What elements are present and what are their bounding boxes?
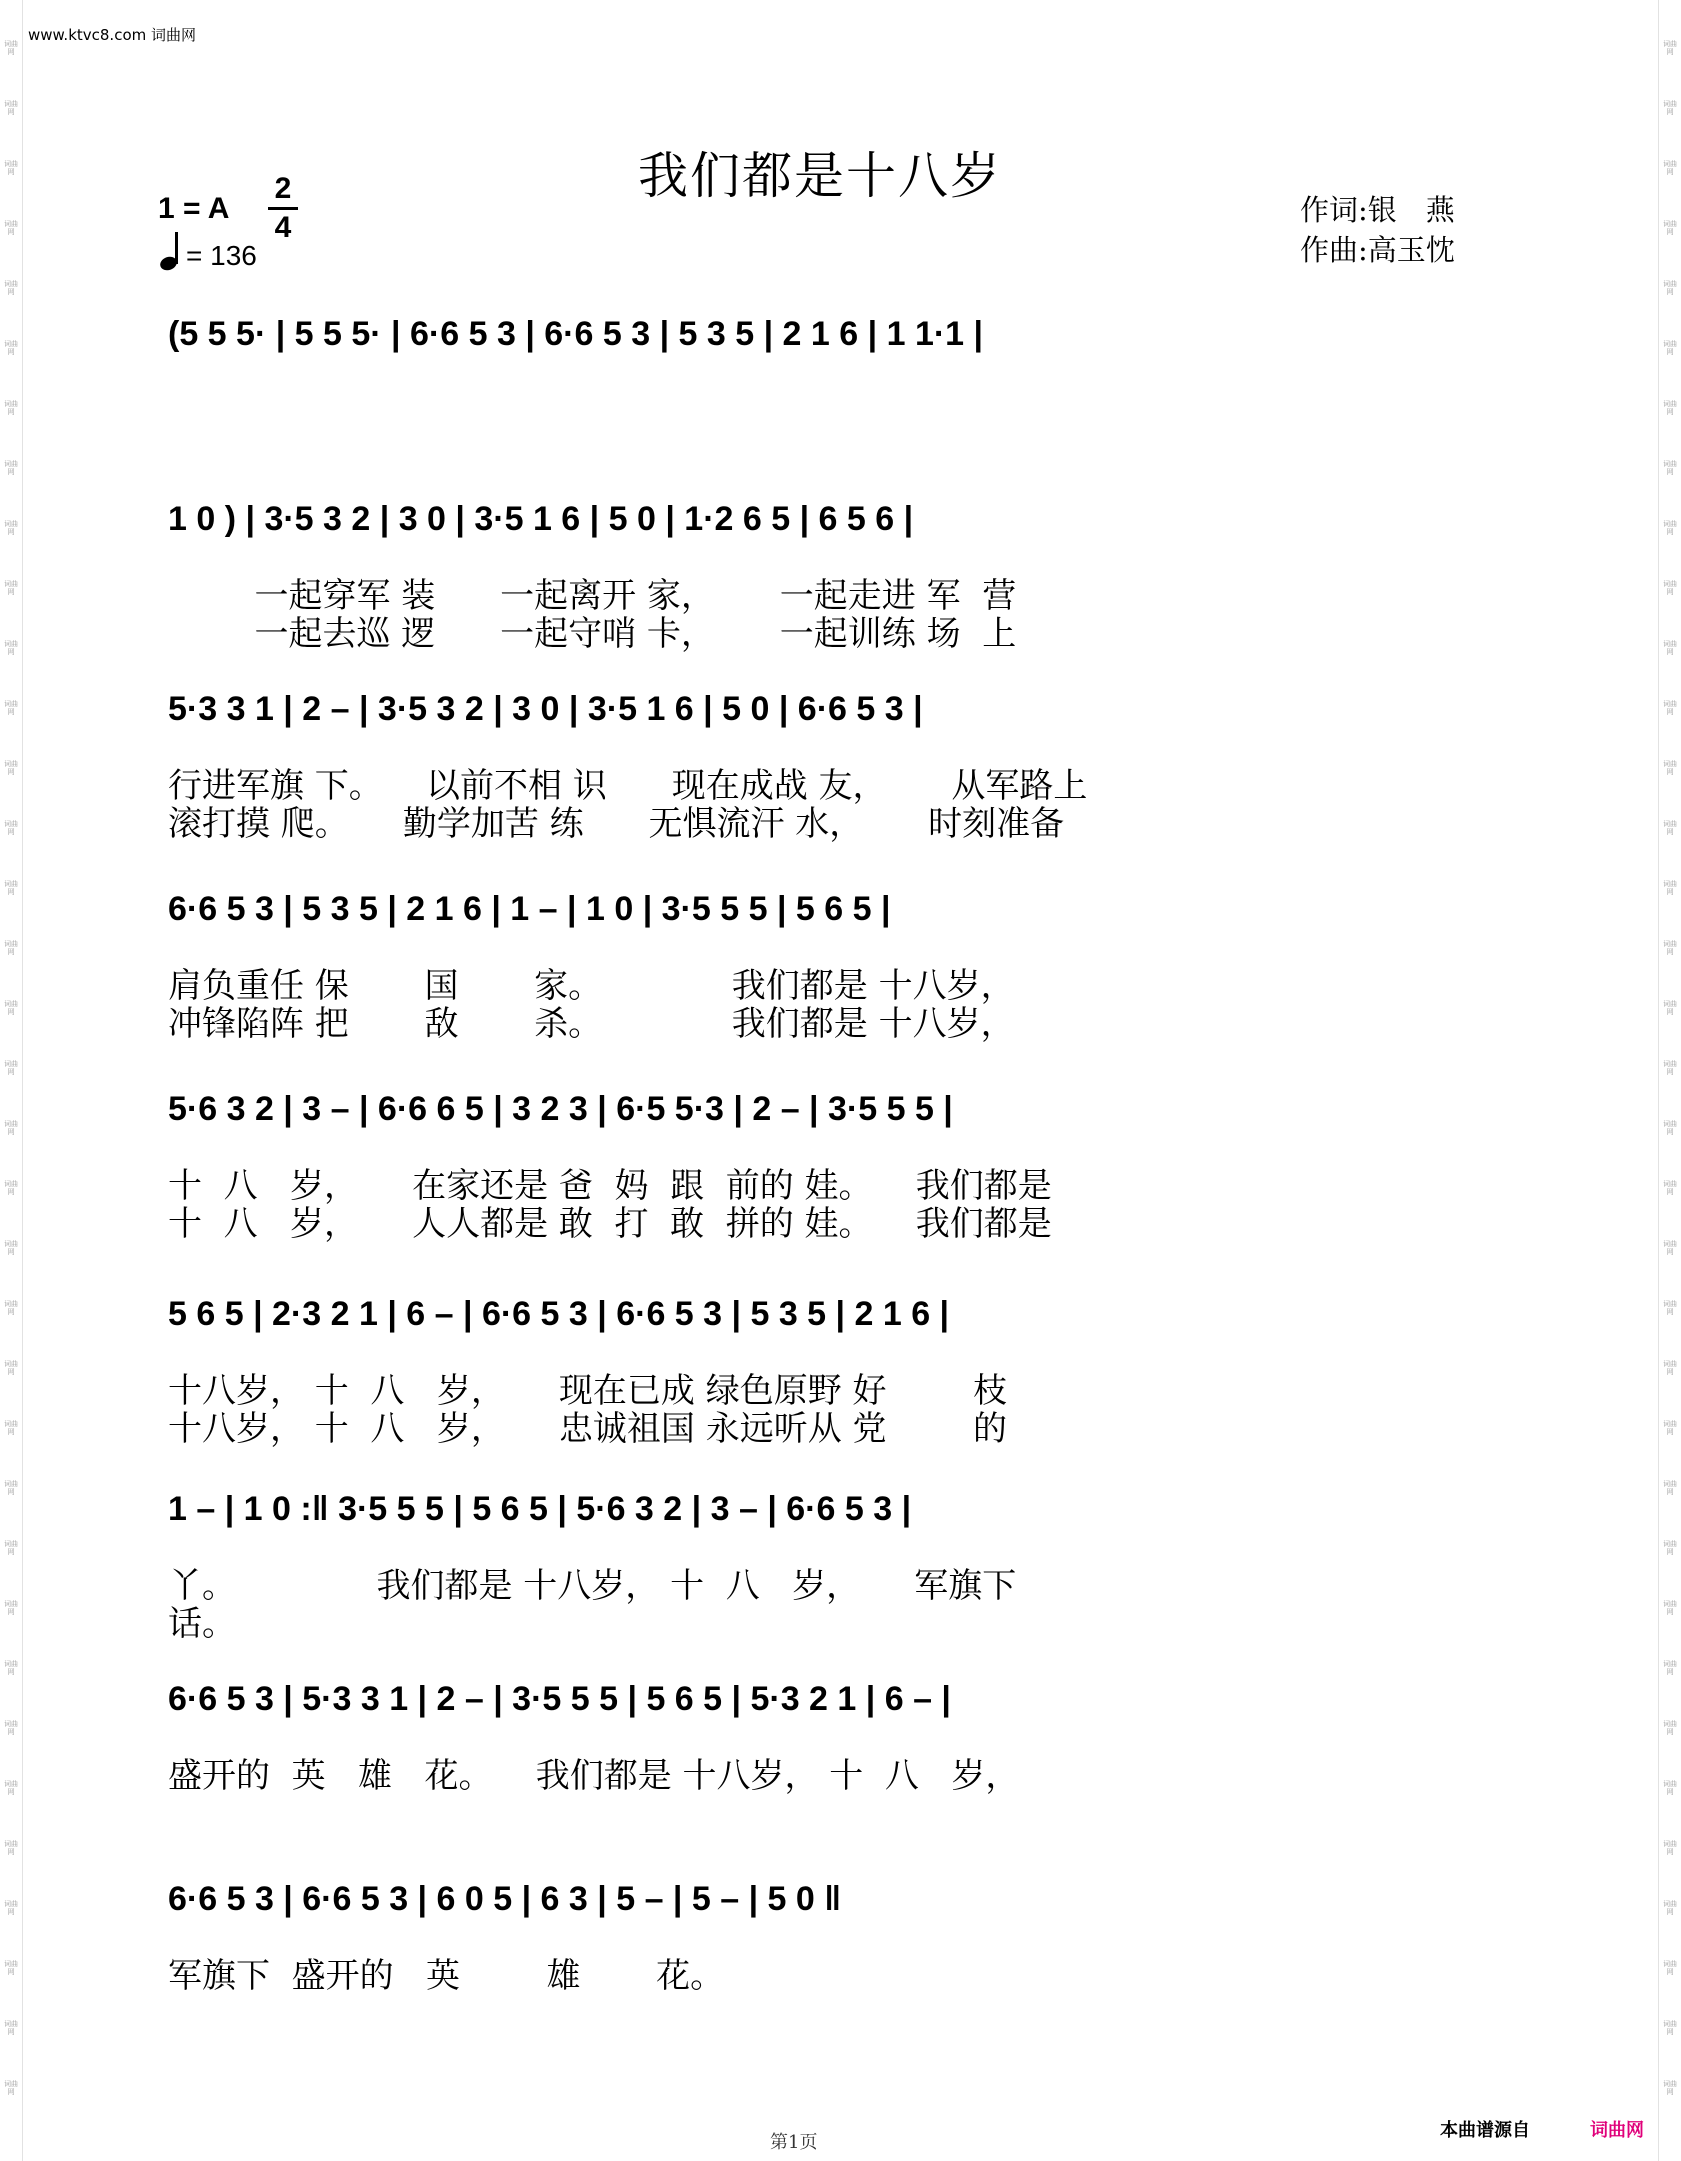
lyric-line-verse-2: 滚打摸 爬。 勤学加苦 练 无惧流汗 水， 时刻准备 — [168, 804, 1065, 844]
side-watermark-text: 词曲网 — [1663, 1240, 1677, 1256]
side-watermark-text: 词曲网 — [1663, 460, 1677, 476]
side-watermark-text: 词曲网 — [4, 940, 18, 956]
song-title: 我们都是十八岁 — [638, 147, 1002, 205]
side-watermark-text: 词曲网 — [4, 460, 18, 476]
side-watermark-text: 词曲网 — [1663, 1960, 1677, 1976]
lyric-line-verse-1: 肩负重任 保 国 家。 我们都是 十八岁， — [168, 966, 1015, 1006]
side-watermark-text: 词曲网 — [1663, 1900, 1677, 1916]
lyric-line-verse-2: 话。 — [168, 1604, 236, 1644]
side-watermark-text: 词曲网 — [4, 1420, 18, 1436]
side-watermark-text: 词曲网 — [1663, 220, 1677, 236]
side-watermark-text: 词曲网 — [4, 1180, 18, 1196]
side-watermark-text: 词曲网 — [1663, 1300, 1677, 1316]
right-watermark-strip — [1658, 0, 1681, 2161]
side-watermark-text: 词曲网 — [4, 1300, 18, 1316]
key-signature: 1 = A — [158, 192, 230, 225]
left-watermark-strip — [0, 0, 23, 2161]
side-watermark-text: 词曲网 — [1663, 820, 1677, 836]
side-watermark-text: 词曲网 — [1663, 2080, 1677, 2096]
lyric-line-verse-2: 十 八 岁， 人人都是 敢 打 敢 拼的 娃。 我们都是 — [168, 1204, 1052, 1244]
notation-line: 5·3 3 1 | 2 – | 3·5 3 2 | 3 0 | 3·5 1 6 | 5 0 | 6·6 5 3 | — [168, 690, 923, 728]
side-watermark-text: 词曲网 — [4, 580, 18, 596]
site-url-header: www.ktvc8.com 词曲网 — [28, 26, 197, 44]
notation-line: (5 5 5· | 5 5 5· | 6·6 5 3 | 6·6 5 3 | 5 3 5 | 2 1 6 | 1 1·1 | — [168, 315, 984, 353]
side-watermark-text: 词曲网 — [1663, 1660, 1677, 1676]
side-watermark-text: 词曲网 — [4, 1000, 18, 1016]
side-watermark-text: 词曲网 — [1663, 1540, 1677, 1556]
notation-line: 1 0 ) | 3·5 3 2 | 3 0 | 3·5 1 6 | 5 0 | 1·2 6 5 | 6 5 6 | — [168, 500, 914, 538]
lyric-line-verse-1: 盛开的 英 雄 花。 我们都是 十八岁， 十 八 岁， — [168, 1756, 1020, 1796]
tempo-value: = 136 — [186, 240, 257, 271]
side-watermark-text: 词曲网 — [1663, 520, 1677, 536]
side-watermark-text: 词曲网 — [1663, 1420, 1677, 1436]
side-watermark-text: 词曲网 — [1663, 1120, 1677, 1136]
lyric-line-verse-1: 十八岁， 十 八 岁， 现在已成 绿色原野 好 枝 — [168, 1371, 1007, 1411]
page-number: 第1页 — [770, 2132, 818, 2153]
notation-line: 5 6 5 | 2·3 2 1 | 6 – | 6·6 5 3 | 6·6 5 3 | 5 3 5 | 2 1 6 | — [168, 1295, 950, 1333]
side-watermark-text: 词曲网 — [4, 700, 18, 716]
side-watermark-text: 词曲网 — [1663, 280, 1677, 296]
side-watermark-text: 词曲网 — [4, 1480, 18, 1496]
lyric-line-verse-2: 十八岁， 十 八 岁， 忠诚祖国 永远听从 党 的 — [168, 1409, 1007, 1449]
side-watermark-text: 词曲网 — [1663, 1600, 1677, 1616]
side-watermark-text: 词曲网 — [1663, 400, 1677, 416]
side-watermark-text: 词曲网 — [4, 520, 18, 536]
side-watermark-text: 词曲网 — [4, 280, 18, 296]
credits — [1300, 190, 1455, 270]
side-watermark-text: 词曲网 — [4, 40, 18, 56]
side-watermark-text: 词曲网 — [4, 1060, 18, 1076]
side-watermark-text: 词曲网 — [4, 820, 18, 836]
side-watermark-text: 词曲网 — [4, 1120, 18, 1136]
side-watermark-text: 词曲网 — [4, 1720, 18, 1736]
tempo-marking — [160, 232, 257, 272]
side-watermark-text: 词曲网 — [4, 2020, 18, 2036]
side-watermark-text: 词曲网 — [1663, 700, 1677, 716]
side-watermark-text: 词曲网 — [1663, 1480, 1677, 1496]
side-watermark-text: 词曲网 — [1663, 160, 1677, 176]
lyric-line-verse-1: 一起穿军 装 一起离开 家， 一起走进 军 营 — [168, 576, 1017, 616]
lyricist-credit: 作词:银 燕 — [1300, 193, 1455, 227]
side-watermark-text: 词曲网 — [4, 160, 18, 176]
side-watermark-text: 词曲网 — [4, 220, 18, 236]
notation-line: 6·6 5 3 | 5·3 3 1 | 2 – | 3·5 5 5 | 5 6 5 | 5·3 2 1 | 6 – | — [168, 1680, 951, 1718]
side-watermark-text: 词曲网 — [1663, 880, 1677, 896]
side-watermark-text: 词曲网 — [1663, 340, 1677, 356]
side-watermark-text: 词曲网 — [4, 2080, 18, 2096]
side-watermark-text: 词曲网 — [4, 100, 18, 116]
notation-line: 6·6 5 3 | 6·6 5 3 | 6 0 5 | 6 3 | 5 – | 5 – | 5 0 ‖ — [168, 1880, 842, 1918]
side-watermark-text: 词曲网 — [4, 1360, 18, 1376]
side-watermark-text: 词曲网 — [4, 1960, 18, 1976]
side-watermark-text: 词曲网 — [1663, 1780, 1677, 1796]
lyric-line-verse-1: 行进军旗 下。 以前不相 识 现在成战 友， 从军路上 — [168, 766, 1088, 806]
side-watermark-text: 词曲网 — [4, 640, 18, 656]
notation-line: 5·6 3 2 | 3 – | 6·6 6 5 | 3 2 3 | 6·5 5·3 | 2 – | 3·5 5 5 | — [168, 1090, 953, 1128]
side-watermark-text: 词曲网 — [1663, 2020, 1677, 2036]
side-watermark-text: 词曲网 — [1663, 40, 1677, 56]
footer-source-text: 本曲谱源自 — [1440, 2120, 1530, 2141]
side-watermark-text: 词曲网 — [4, 1240, 18, 1256]
side-watermark-text: 词曲网 — [1663, 1360, 1677, 1376]
side-watermark-text: 词曲网 — [4, 1660, 18, 1676]
lyric-line-verse-1: 丫。 我们都是 十八岁， 十 八 岁， 军旗下 — [168, 1566, 1017, 1606]
time-signature-top: 2 — [274, 172, 292, 205]
side-watermark-text: 词曲网 — [4, 1780, 18, 1796]
side-watermark-text: 词曲网 — [4, 880, 18, 896]
side-watermark-text: 词曲网 — [4, 1600, 18, 1616]
footer-site-name: 词曲网 — [1590, 2120, 1644, 2141]
lyric-line-verse-1: 十 八 岁， 在家还是 爸 妈 跟 前的 娃。 我们都是 — [168, 1166, 1052, 1206]
side-watermark-text: 词曲网 — [1663, 760, 1677, 776]
time-signature-divider — [268, 207, 298, 210]
side-watermark-text: 词曲网 — [1663, 100, 1677, 116]
composer-credit: 作曲:高玉忱 — [1300, 233, 1455, 267]
side-watermark-text: 词曲网 — [4, 1840, 18, 1856]
notation-line: 1 – | 1 0 :‖ 3·5 5 5 | 5 6 5 | 5·6 3 2 | 3 – | 6·6 5 3 | — [168, 1490, 912, 1528]
side-watermark-text: 词曲网 — [1663, 1060, 1677, 1076]
time-signature-bottom: 4 — [274, 211, 292, 244]
lyric-line-verse-2: 一起去巡 逻 一起守哨 卡， 一起训练 场 上 — [168, 614, 1017, 654]
side-watermark-text: 词曲网 — [1663, 580, 1677, 596]
lyric-line-verse-2: 冲锋陷阵 把 敌 杀。 我们都是 十八岁， — [168, 1004, 1015, 1044]
side-watermark-text: 词曲网 — [4, 340, 18, 356]
side-watermark-text: 词曲网 — [4, 400, 18, 416]
side-watermark-text: 词曲网 — [1663, 640, 1677, 656]
side-watermark-text: 词曲网 — [1663, 940, 1677, 956]
side-watermark-text: 词曲网 — [4, 760, 18, 776]
time-signature — [268, 172, 298, 245]
quarter-note-icon — [160, 232, 182, 272]
notation-line: 6·6 5 3 | 5 3 5 | 2 1 6 | 1 – | 1 0 | 3·5 5 5 | 5 6 5 | — [168, 890, 891, 928]
side-watermark-text: 词曲网 — [1663, 1000, 1677, 1016]
side-watermark-text: 词曲网 — [1663, 1840, 1677, 1856]
lyric-line-verse-1: 军旗下 盛开的 英 雄 花。 — [168, 1956, 725, 1996]
side-watermark-text: 词曲网 — [1663, 1180, 1677, 1196]
side-watermark-text: 词曲网 — [1663, 1720, 1677, 1736]
side-watermark-text: 词曲网 — [4, 1540, 18, 1556]
side-watermark-text: 词曲网 — [4, 1900, 18, 1916]
